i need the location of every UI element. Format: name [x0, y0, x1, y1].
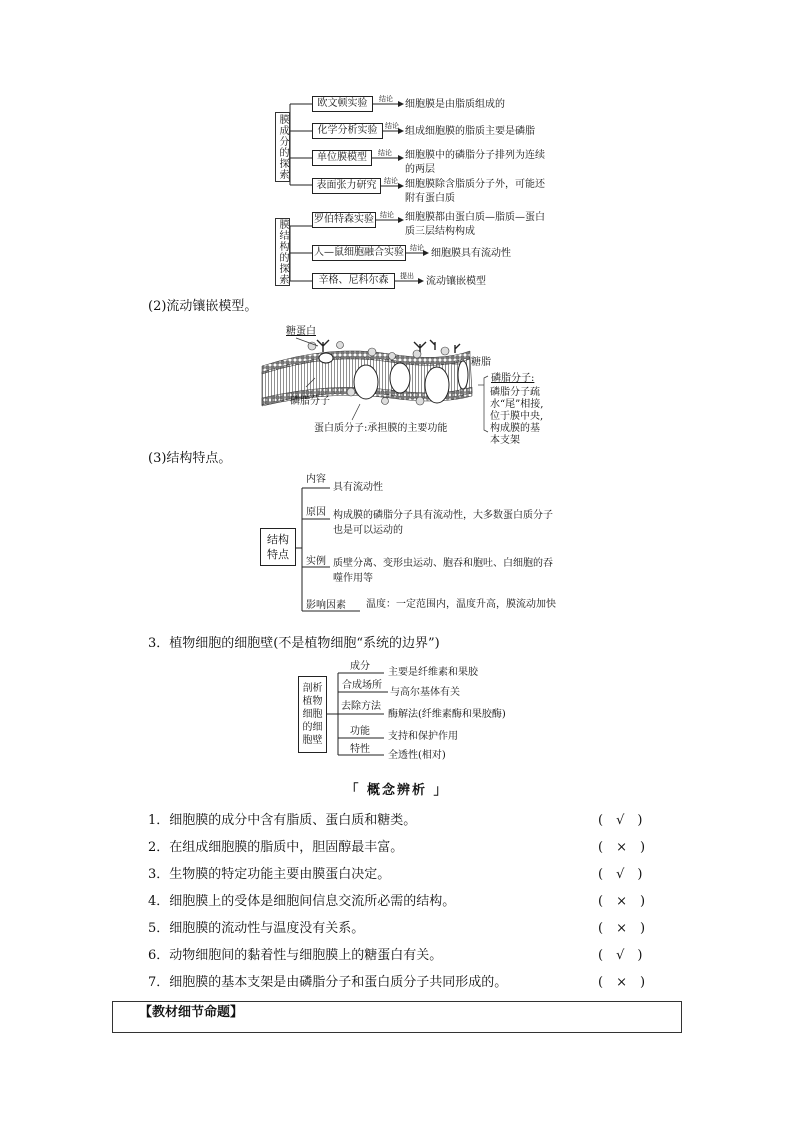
exp-box-2: 化学分析实验: [312, 123, 383, 139]
wall-text-5: 全透性(相对): [388, 750, 446, 761]
cell-wall-root: 剖析植物细胞的细胞壁: [298, 676, 327, 753]
feature-label-1: 内容: [306, 474, 326, 485]
concept-item-1: 1．细胞膜的成分中含有脂质、蛋白质和糖类。: [148, 813, 417, 828]
label-phospholipid: 磷脂分子: [290, 396, 330, 407]
feature-label-2: 原因: [306, 507, 326, 518]
exp-box-3: 单位膜模型: [312, 150, 372, 166]
exp-result-7: 流动镶嵌模型: [426, 276, 486, 287]
exp-box-1: 欧文顿实验: [312, 96, 373, 112]
label-phospholipid-note: 磷脂分子疏水“尾”相接,位于膜中央,构成膜的基本支架: [490, 387, 544, 446]
textbook-detail-label: 【教材细节命题】: [139, 1005, 244, 1020]
wall-label-4: 功能: [350, 726, 370, 737]
textbook-detail-box: [112, 1001, 682, 1033]
features-root: 结构特点: [260, 528, 296, 566]
wall-text-1: 主要是纤维素和果胶: [388, 667, 478, 678]
exp-result-1: 细胞膜是由脂质组成的: [405, 99, 505, 110]
concept-mark-5: ( × ): [598, 921, 646, 936]
wall-text-4: 支持和保护作用: [388, 731, 458, 742]
feature-text-2: 构成膜的磷脂分子具有流动性，大多数蛋白质分子也是可以运动的: [333, 510, 553, 536]
section3-heading: (3)结构特点。: [148, 451, 232, 466]
wall-label-2: 合成场所: [342, 680, 382, 691]
feature-label-3: 实例: [306, 556, 326, 567]
feature-text-1: 具有流动性: [333, 482, 383, 493]
concept-item-6: 6．动物细胞间的黏着性与细胞膜上的糖蛋白有关。: [148, 948, 443, 963]
wall-label-5: 特性: [350, 744, 370, 755]
feature-label-4: 影响因素: [306, 600, 346, 611]
label-glycolipid: 糖脂: [471, 357, 491, 368]
exp-box-4: 表面张力研究: [312, 178, 381, 194]
concept-item-4: 4．细胞膜上的受体是细胞间信息交流所必需的结构。: [148, 894, 456, 909]
concept-mark-1: ( √ ): [598, 813, 643, 828]
wall-text-2: 与高尔基体有关: [390, 687, 460, 698]
section2-heading: (2)流动镶嵌模型。: [148, 299, 258, 314]
concept-item-5: 5．细胞膜的流动性与温度没有关系。: [148, 921, 365, 936]
feature-text-3: 质壁分离、变形虫运动、胞吞和胞吐、白细胞的吞噬作用等: [333, 558, 553, 584]
exp-tag-6: 结论: [410, 244, 424, 252]
concept-mark-4: ( × ): [598, 894, 646, 909]
wall-label-3: 去除方法: [341, 701, 381, 712]
concept-mark-2: ( × ): [598, 840, 646, 855]
cell-wall-heading: 3．植物细胞的细胞壁(不是植物细胞“系统的边界”): [148, 636, 440, 651]
group-membrane-composition: 膜成分的探索: [277, 114, 288, 180]
wall-label-1: 成分: [350, 661, 370, 672]
concept-item-7: 7．细胞膜的基本支架是由磷脂分子和蛋白质分子共同形成的。: [148, 975, 508, 990]
exp-box-5: 罗伯特森实验: [312, 212, 376, 228]
group-membrane-structure: 膜结构的探索: [277, 219, 288, 285]
label-phospholipid-note-title: 磷脂分子:: [491, 373, 535, 384]
exp-tag-7: 提出: [400, 272, 414, 280]
label-protein: 蛋白质分子:承担膜的主要功能: [314, 423, 448, 434]
exp-result-4: 细胞膜除含脂质分子外，可能还附有蛋白质: [405, 179, 545, 204]
exp-result-6: 细胞膜具有流动性: [431, 248, 511, 259]
feature-text-4: 温度：一定范围内，温度升高，膜流动加快: [366, 599, 556, 610]
exp-result-2: 组成细胞膜的脂质主要是磷脂: [405, 126, 535, 137]
concept-mark-3: ( √ ): [598, 867, 643, 882]
exp-tag-5: 结论: [380, 211, 394, 219]
concept-item-3: 3．生物膜的特定功能主要由膜蛋白决定。: [148, 867, 391, 882]
label-glycoprotein: 糖蛋白: [286, 326, 316, 337]
exp-tag-4: 结论: [384, 177, 398, 185]
exp-result-3: 细胞膜中的磷脂分子排列为连续的两层: [405, 150, 545, 175]
concept-item-2: 2．在组成细胞膜的脂质中，胆固醇最丰富。: [148, 840, 404, 855]
exp-tag-3: 结论: [378, 149, 392, 157]
wall-text-3: 酶解法(纤维素酶和果胶酶): [388, 709, 506, 720]
exp-box-7: 辛格、尼科尔森: [312, 273, 395, 289]
concept-mark-6: ( √ ): [598, 948, 643, 963]
exp-tag-2: 结论: [385, 122, 399, 130]
exp-tag-1: 结论: [379, 95, 393, 103]
exp-result-5: 细胞膜都由蛋白质—脂质—蛋白质三层结构构成: [405, 212, 545, 237]
exp-box-6: 人—鼠细胞融合实验: [312, 245, 406, 261]
concept-mark-7: ( × ): [598, 975, 646, 990]
concept-title: 「 概念辨析 」: [345, 783, 449, 798]
